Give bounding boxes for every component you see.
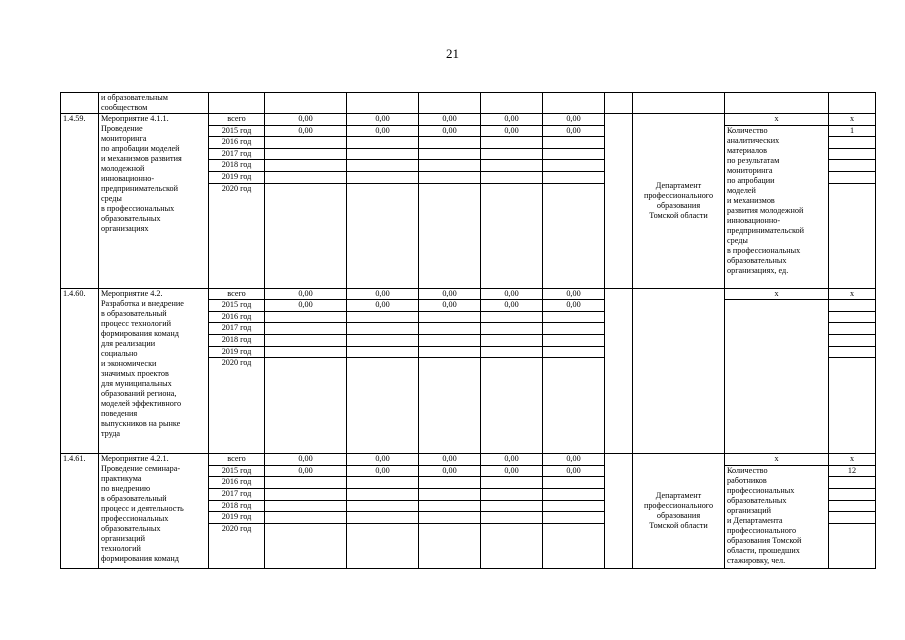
funding-value: 0,00 [265,454,347,466]
funding-value [265,148,347,160]
indicator-total-value: х [829,454,876,466]
empty-cell [347,93,419,114]
funding-value [419,137,481,149]
funding-value: 0,00 [419,300,481,312]
funding-value [347,523,419,568]
funding-value [347,311,419,323]
indicator-total: х [725,454,829,466]
funding-value [347,500,419,512]
funding-value [481,488,543,500]
funding-value [419,500,481,512]
funding-value [419,171,481,183]
funding-value [347,183,419,288]
funding-value: 0,00 [481,288,543,300]
year-label: всего [209,454,265,466]
funding-value [543,477,605,489]
funding-value [265,346,347,358]
row-description: Мероприятие 4.1.1. Проведение мониторинга по апробации моделей и механизмов развития молодежной инновационно- предпринимательской среды в профессиональных образовательных организациях [99,114,209,289]
empty-cell [829,523,876,568]
funding-value [347,488,419,500]
year-label: 2020 год [209,183,265,288]
funding-value [481,183,543,288]
empty-cell [633,93,725,114]
empty-cell [829,346,876,358]
funding-value [543,323,605,335]
funding-value: 0,00 [419,125,481,137]
funding-value: 0,00 [265,114,347,126]
year-label: 2019 год [209,346,265,358]
indicator-value: 12 [829,465,876,477]
funding-value: 0,00 [543,465,605,477]
funding-value [481,358,543,454]
empty-cell [829,323,876,335]
empty-cell [829,171,876,183]
funding-value: 0,00 [265,288,347,300]
funding-value [265,477,347,489]
funding-value [265,334,347,346]
responsible-department: Департамент профессионального образования Томской области [633,114,725,289]
empty-cell [829,512,876,524]
funding-value [419,477,481,489]
year-label: 2017 год [209,148,265,160]
funding-value: 0,00 [543,114,605,126]
funding-value [265,512,347,524]
funding-value [481,160,543,172]
program-table [60,92,876,569]
indicator-name: Количество аналитических материалов по результатам мониторинга по апробации моделей и механизмов развития молодежной инновационно- предпринимательской среды в профессиональных образовательных организациях, ед. [725,125,829,288]
funding-value [543,488,605,500]
funding-value [419,512,481,524]
empty-cell [829,500,876,512]
table-row [61,454,876,466]
empty-cell [829,160,876,172]
year-label: 2015 год [209,300,265,312]
year-label: 2016 год [209,311,265,323]
funding-value: 0,00 [543,300,605,312]
year-label: 2018 год [209,500,265,512]
funding-value [543,160,605,172]
funding-value [543,358,605,454]
funding-value [347,512,419,524]
indicator-total: х [725,288,829,300]
funding-value: 0,00 [419,288,481,300]
funding-value [543,334,605,346]
funding-value [481,523,543,568]
responsible-department [633,288,725,454]
funding-value [543,346,605,358]
funding-value [347,323,419,335]
row-description: и образовательным сообществом [99,93,209,114]
funding-value [419,523,481,568]
funding-value [481,137,543,149]
funding-value: 0,00 [265,300,347,312]
funding-value [419,358,481,454]
funding-value [419,346,481,358]
funding-value [543,183,605,288]
year-label: 2019 год [209,171,265,183]
row-code: 1.4.60. [61,288,99,454]
funding-value: 0,00 [419,454,481,466]
funding-value [419,488,481,500]
funding-value: 0,00 [265,465,347,477]
funding-value [265,160,347,172]
funding-value: 0,00 [265,125,347,137]
empty-cell [829,148,876,160]
empty-cell [829,488,876,500]
funding-value [419,311,481,323]
empty-cell [829,311,876,323]
funding-value [543,311,605,323]
funding-value [347,346,419,358]
year-label: 2018 год [209,334,265,346]
funding-value [481,334,543,346]
funding-value: 0,00 [543,125,605,137]
empty-cell [605,288,633,454]
funding-value [481,477,543,489]
funding-value [265,523,347,568]
funding-value [265,358,347,454]
funding-value [543,137,605,149]
funding-value: 0,00 [481,465,543,477]
funding-value: 0,00 [347,465,419,477]
funding-value [481,171,543,183]
funding-value: 0,00 [481,125,543,137]
empty-cell [829,137,876,149]
empty-cell [265,93,347,114]
empty-cell [829,93,876,114]
year-label: 2020 год [209,523,265,568]
indicator-value [829,300,876,312]
funding-value [265,323,347,335]
funding-value: 0,00 [347,288,419,300]
empty-cell [605,114,633,289]
funding-value [543,171,605,183]
funding-value [419,334,481,346]
year-label: 2018 год [209,160,265,172]
year-label: всего [209,288,265,300]
funding-value [419,148,481,160]
funding-value: 0,00 [481,300,543,312]
funding-value [265,137,347,149]
funding-value: 0,00 [419,465,481,477]
funding-value [265,183,347,288]
year-label: 2015 год [209,125,265,137]
funding-value [481,346,543,358]
funding-value [265,311,347,323]
funding-value [543,148,605,160]
funding-value [481,512,543,524]
year-label: 2015 год [209,465,265,477]
funding-value: 0,00 [347,300,419,312]
funding-value [347,477,419,489]
responsible-department: Департамент профессионального образования Томской области [633,454,725,569]
indicator-name [725,300,829,454]
funding-value: 0,00 [347,454,419,466]
funding-value [481,148,543,160]
empty-cell [209,93,265,114]
funding-value [543,500,605,512]
year-label: 2016 год [209,137,265,149]
funding-value [481,311,543,323]
indicator-name: Количество работников профессиональных образовательных организаций и Департамента профессионального образования Томской области, прошедших стажировку, чел. [725,465,829,568]
indicator-total-value: х [829,288,876,300]
funding-value [347,137,419,149]
funding-value [347,334,419,346]
indicator-value: 1 [829,125,876,137]
indicator-total: х [725,114,829,126]
funding-value [419,160,481,172]
funding-value [419,323,481,335]
funding-value [347,171,419,183]
row-description: Мероприятие 4.2. Разработка и внедрение в образовательный процесс технологий формирования команд для реализации социально и экономически значимых проектов для муниципальных образований региона, моделей эффективного поведения выпускников на рынке труда [99,288,209,454]
funding-value [265,488,347,500]
empty-cell [605,454,633,569]
empty-cell [725,93,829,114]
funding-value: 0,00 [347,125,419,137]
year-label: 2016 год [209,477,265,489]
funding-value: 0,00 [419,114,481,126]
indicator-total-value: х [829,114,876,126]
funding-value [347,358,419,454]
funding-value [347,148,419,160]
funding-value [347,160,419,172]
year-label: 2020 год [209,358,265,454]
empty-cell [481,93,543,114]
year-label: всего [209,114,265,126]
table-row [61,288,876,300]
row-code: 1.4.61. [61,454,99,569]
year-label: 2017 год [209,488,265,500]
funding-value [543,523,605,568]
funding-value: 0,00 [347,114,419,126]
funding-value [265,171,347,183]
empty-cell [829,334,876,346]
table-row [61,114,876,126]
page-number: 21 [446,46,459,61]
year-label: 2017 год [209,323,265,335]
table-row [61,93,876,114]
funding-value [481,323,543,335]
funding-value [419,183,481,288]
empty-cell [419,93,481,114]
funding-value: 0,00 [481,454,543,466]
funding-value [543,512,605,524]
row-code: 1.4.59. [61,114,99,289]
empty-cell [829,477,876,489]
row-description: Мероприятие 4.2.1. Проведение семинара- практикума по внедрению в образовательный процесс и деятельность профессиональных образовательных организаций технологий формирования команд [99,454,209,569]
funding-value [481,500,543,512]
empty-cell [829,358,876,454]
empty-cell [829,183,876,288]
empty-cell [605,93,633,114]
row-code [61,93,99,114]
funding-value: 0,00 [543,288,605,300]
empty-cell [543,93,605,114]
funding-value: 0,00 [543,454,605,466]
funding-value: 0,00 [481,114,543,126]
year-label: 2019 год [209,512,265,524]
funding-value [265,500,347,512]
